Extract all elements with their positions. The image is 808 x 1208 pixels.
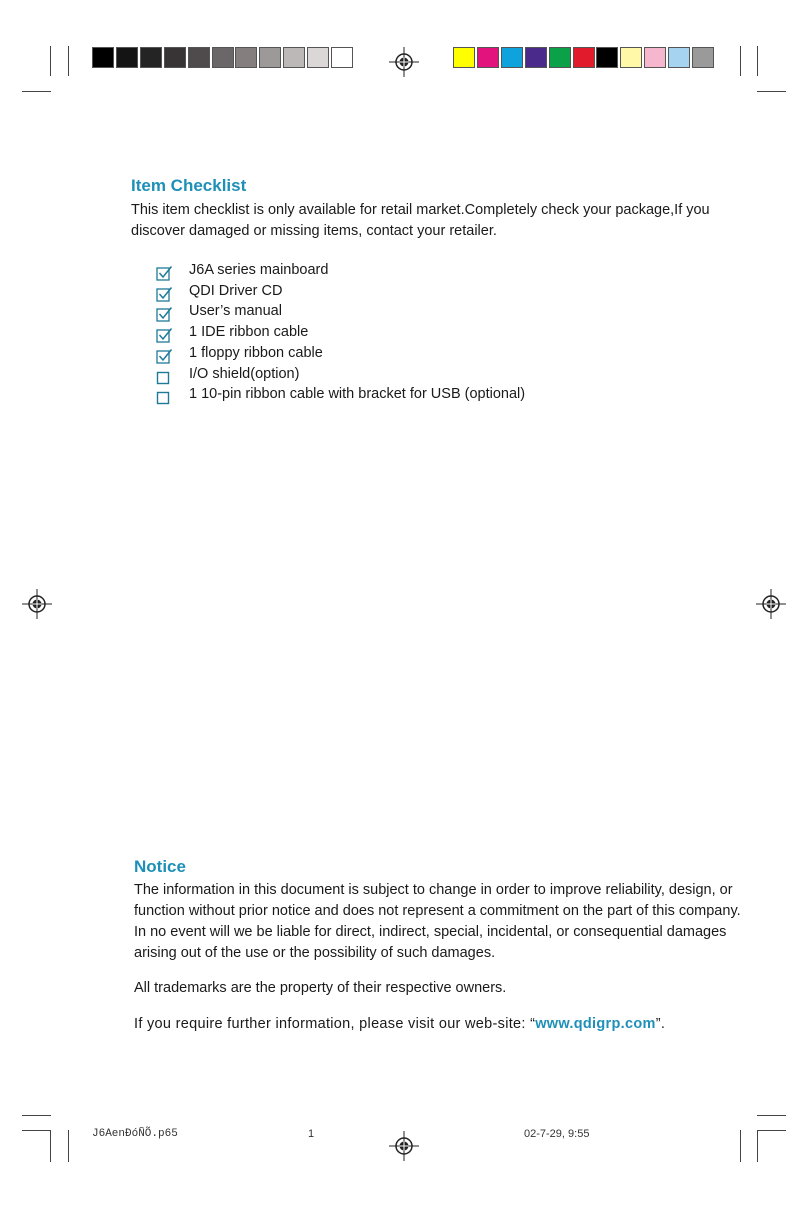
color-swatch bbox=[283, 47, 305, 68]
registration-mark-icon bbox=[389, 1131, 419, 1161]
color-swatch bbox=[140, 47, 162, 68]
color-swatch bbox=[116, 47, 138, 68]
checked-checkbox-icon bbox=[156, 265, 173, 282]
color-swatch bbox=[501, 47, 523, 68]
checklist-item-label: User’s manual bbox=[189, 303, 282, 320]
color-swatch bbox=[668, 47, 690, 68]
checklist-intro bbox=[131, 200, 710, 242]
color-swatch bbox=[331, 47, 353, 68]
color-swatch bbox=[235, 47, 257, 68]
website-notice bbox=[134, 1014, 665, 1035]
color-swatch bbox=[644, 47, 666, 68]
crop-mark bbox=[22, 91, 51, 92]
crop-mark bbox=[50, 46, 51, 76]
notice-paragraph bbox=[134, 880, 741, 964]
registration-mark-icon bbox=[756, 589, 786, 619]
checklist-item-label: 1 10-pin ribbon cable with bracket for USB (optional) bbox=[189, 386, 526, 403]
crop-mark bbox=[757, 1115, 786, 1116]
crop-mark bbox=[757, 46, 758, 76]
footer-page-number: 1 bbox=[308, 1128, 315, 1140]
website-prefix: If you require further information, please visit our web-site: “ bbox=[134, 1016, 536, 1032]
color-swatch bbox=[620, 47, 642, 68]
crop-mark bbox=[757, 1130, 786, 1131]
checklist-item-label: J6A series mainboard bbox=[189, 262, 329, 278]
checked-checkbox-icon bbox=[156, 327, 173, 344]
checklist-title: Item Checklist bbox=[131, 176, 247, 195]
color-swatch bbox=[307, 47, 329, 68]
notice-title: Notice bbox=[134, 857, 186, 876]
unchecked-checkbox-icon bbox=[156, 369, 173, 386]
checked-checkbox-icon bbox=[156, 286, 173, 303]
checked-checkbox-icon bbox=[156, 306, 173, 323]
color-swatch bbox=[92, 47, 114, 68]
color-swatch bbox=[164, 47, 186, 68]
crop-mark bbox=[740, 1130, 741, 1162]
color-swatch bbox=[692, 47, 714, 68]
crop-mark bbox=[50, 1130, 51, 1162]
color-swatch bbox=[549, 47, 571, 68]
footer-filename: J6AenÐóÑÕ.p65 bbox=[92, 1128, 178, 1140]
color-swatch bbox=[477, 47, 499, 68]
checklist-item-label: I/O shield(option) bbox=[189, 365, 300, 382]
unchecked-checkbox-icon bbox=[156, 389, 173, 406]
website-link[interactable]: www.qdigrp.com bbox=[535, 1016, 656, 1032]
trademark-notice: All trademarks are the property of their respective owners. bbox=[134, 980, 507, 996]
color-swatch bbox=[596, 47, 618, 68]
crop-mark bbox=[22, 1130, 51, 1131]
checklist-intro-line: discover damaged or missing items, contact your retailer. bbox=[131, 223, 497, 239]
color-swatch bbox=[453, 47, 475, 68]
notice-line: The information in this document is subject to change in order to improve reliability, design, or bbox=[134, 882, 733, 898]
registration-mark-icon bbox=[389, 47, 419, 77]
color-swatch bbox=[188, 47, 210, 68]
color-swatch bbox=[525, 47, 547, 68]
crop-mark bbox=[740, 46, 741, 76]
crop-mark bbox=[68, 1130, 69, 1162]
checklist-item-label: 1 floppy ribbon cable bbox=[189, 344, 323, 361]
checklist-item-label: 1 IDE ribbon cable bbox=[189, 324, 309, 341]
notice-line: In no event will we be liable for direct, indirect, special, incidental, or consequential damages bbox=[134, 924, 727, 940]
color-swatch bbox=[259, 47, 281, 68]
crop-mark bbox=[757, 91, 786, 92]
website-suffix: ”. bbox=[655, 1016, 666, 1032]
registration-mark-icon bbox=[22, 589, 52, 619]
footer-datetime: 02-7-29, 9:55 bbox=[524, 1128, 590, 1140]
checklist-intro-line: This item checklist is only available for retail market.Completely check your package,If you bbox=[131, 202, 710, 218]
notice-line: arising out of the use or the possibility of such damages. bbox=[134, 945, 496, 961]
crop-mark bbox=[757, 1130, 758, 1162]
notice-line: function without prior notice and does not represent a commitment on the part of this company. bbox=[134, 903, 741, 919]
crop-mark bbox=[68, 46, 69, 76]
checklist-item-label: QDI Driver CD bbox=[189, 282, 283, 299]
color-swatch bbox=[573, 47, 595, 68]
checked-checkbox-icon bbox=[156, 348, 173, 365]
crop-mark bbox=[22, 1115, 51, 1116]
color-swatch bbox=[212, 47, 234, 68]
